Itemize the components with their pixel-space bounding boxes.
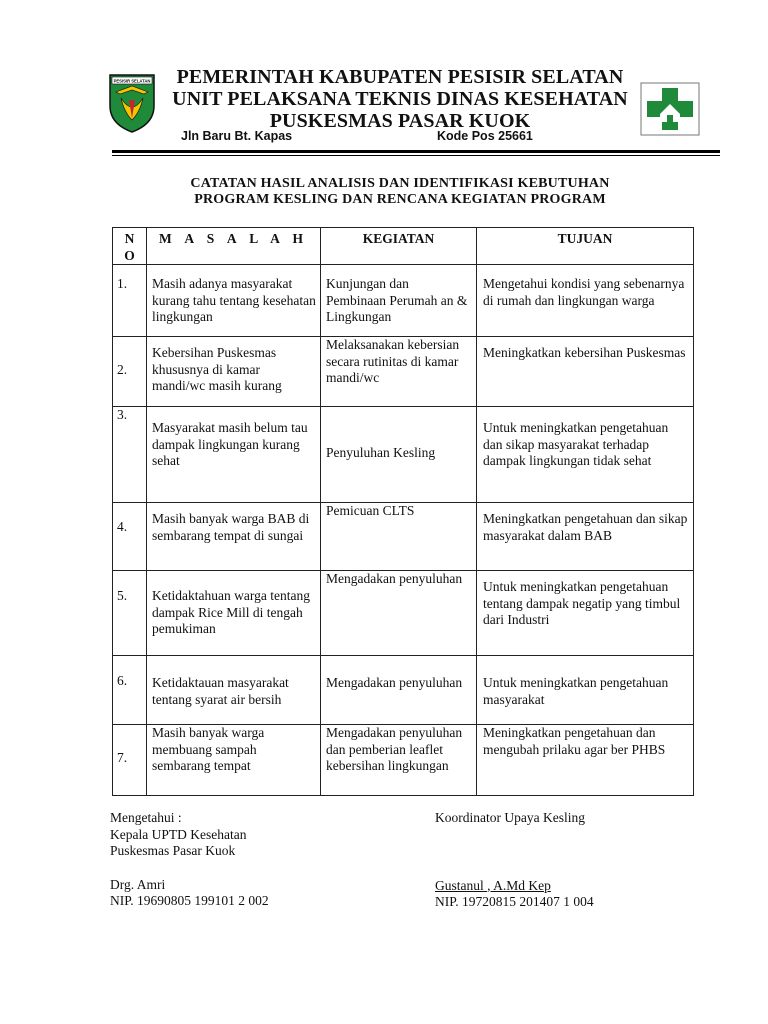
row-kegiatan: Mengadakan penyuluhan dan pemberian leaflet kebersihan lingkungan <box>321 725 477 796</box>
sig-right-spacer-3 <box>435 861 594 878</box>
header-no <box>113 228 147 265</box>
row-masalah: Masih banyak warga membuang sampah sembarang tempat <box>147 725 321 796</box>
program-table <box>112 227 694 796</box>
signature-block-right <box>435 810 594 911</box>
header-no-line-2: O <box>124 247 135 263</box>
row-tujuan: Untuk meningkatkan pengetahuan dan sikap masyarakat terhadap dampak lingkungan tidak sehat <box>477 407 694 503</box>
signature-block-left <box>110 810 269 910</box>
row-number: 7. <box>113 725 147 796</box>
address: Jln Baru Bt. Kapas <box>181 129 293 143</box>
puskesmas-logo-icon <box>640 82 700 136</box>
row-masalah: Masyarakat masih belum tau dampak lingkungan kurang sehat <box>147 407 321 503</box>
row-masalah: Masih banyak warga BAB di sembarang tempat di sungai <box>147 503 321 571</box>
sig-left-acknowledged: Mengetahui : <box>110 810 182 825</box>
letterhead-line-1: PEMERINTAH KABUPATEN PESISIR SELATAN <box>176 66 624 88</box>
document-title-line-2: PROGRAM KESLING DAN RENCANA KEGIATAN PROGRAM <box>194 192 606 207</box>
sig-right-spacer-1 <box>435 827 594 844</box>
table-row <box>113 407 694 503</box>
letterhead-line-2: UNIT PELAKSANA TEKNIS DINAS KESEHATAN <box>172 88 628 110</box>
header-no-line-1: N <box>124 231 135 246</box>
table-row <box>113 265 694 337</box>
header-masalah: M A S A L A H <box>147 228 321 265</box>
document-title <box>100 176 700 208</box>
postal-code: Kode Pos 25661 <box>437 129 533 143</box>
row-masalah: Masih adanya masyarakat kurang tahu tentang kesehatan lingkungan <box>147 265 321 337</box>
sig-right-spacer-2 <box>435 844 594 861</box>
regency-logo-text: PESISIR SELATAN <box>113 78 151 84</box>
row-tujuan: Meningkatkan pengetahuan dan sikap masyarakat dalam BAB <box>477 503 694 571</box>
sig-right-name: Gustanul , A.Md Kep <box>435 877 551 893</box>
table-row <box>113 656 694 725</box>
header-tujuan: TUJUAN <box>477 228 694 265</box>
row-number: 1. <box>113 265 147 337</box>
letterhead <box>120 66 680 132</box>
sig-left-position: Kepala UPTD Kesehatan <box>110 826 247 842</box>
row-masalah: Ketidaktahuan warga tentang dampak Rice Mill di tengah pemukiman <box>147 571 321 656</box>
row-tujuan: Mengetahui kondisi yang sebenarnya di rumah dan lingkungan warga <box>477 265 694 337</box>
table-row <box>113 337 694 407</box>
row-kegiatan: Mengadakan penyuluhan <box>321 656 477 725</box>
row-kegiatan: Penyuluhan Kesling <box>321 407 477 503</box>
row-number: 4. <box>113 503 147 571</box>
row-tujuan: Untuk meningkatkan pengetahuan tentang dampak negatip yang timbul dari Industri <box>477 571 694 656</box>
table-header-row <box>113 228 694 265</box>
sig-left-nip: NIP. 19690805 199101 2 002 <box>110 893 269 908</box>
row-tujuan: Untuk meningkatkan pengetahuan masyarakat <box>477 656 694 725</box>
row-kegiatan: Kunjungan dan Pembinaan Perumah an & Lingkungan <box>321 265 477 337</box>
row-kegiatan: Mengadakan penyuluhan <box>321 571 477 656</box>
row-kegiatan: Pemicuan CLTS <box>321 503 477 571</box>
table-row <box>113 725 694 796</box>
row-masalah: Kebersihan Puskesmas khususnya di kamar mandi/wc masih kurang <box>147 337 321 407</box>
row-tujuan: Meningkatkan kebersihan Puskesmas <box>477 337 694 407</box>
sig-left-institution: Puskesmas Pasar Kuok <box>110 843 236 858</box>
sig-left-name: Drg. Amri <box>110 876 166 892</box>
table-row <box>113 503 694 571</box>
letterhead-divider-thin <box>112 155 720 156</box>
letterhead-line-3: PUSKESMAS PASAR KUOK <box>269 110 531 132</box>
row-number: 5. <box>113 571 147 656</box>
row-kegiatan: Melaksanakan kebersian secara rutinitas di kamar mandi/wc <box>321 337 477 407</box>
sig-right-nip: NIP. 19720815 201407 1 004 <box>435 894 594 909</box>
row-tujuan: Meningkatkan pengetahuan dan mengubah prilaku agar ber PHBS <box>477 725 694 796</box>
row-masalah: Ketidaktauan masyarakat tentang syarat air bersih <box>147 656 321 725</box>
row-number: 6. <box>113 656 147 725</box>
row-number: 3. <box>113 407 147 503</box>
letterhead-divider-thick <box>112 150 720 153</box>
sig-left-spacer <box>110 860 269 877</box>
row-number: 2. <box>113 337 147 407</box>
header-kegiatan: KEGIATAN <box>321 228 477 265</box>
table-row <box>113 571 694 656</box>
sig-right-position: Koordinator Upaya Kesling <box>435 810 585 825</box>
document-title-line-1: CATATAN HASIL ANALISIS DAN IDENTIFIKASI KEBUTUHAN <box>190 176 610 191</box>
